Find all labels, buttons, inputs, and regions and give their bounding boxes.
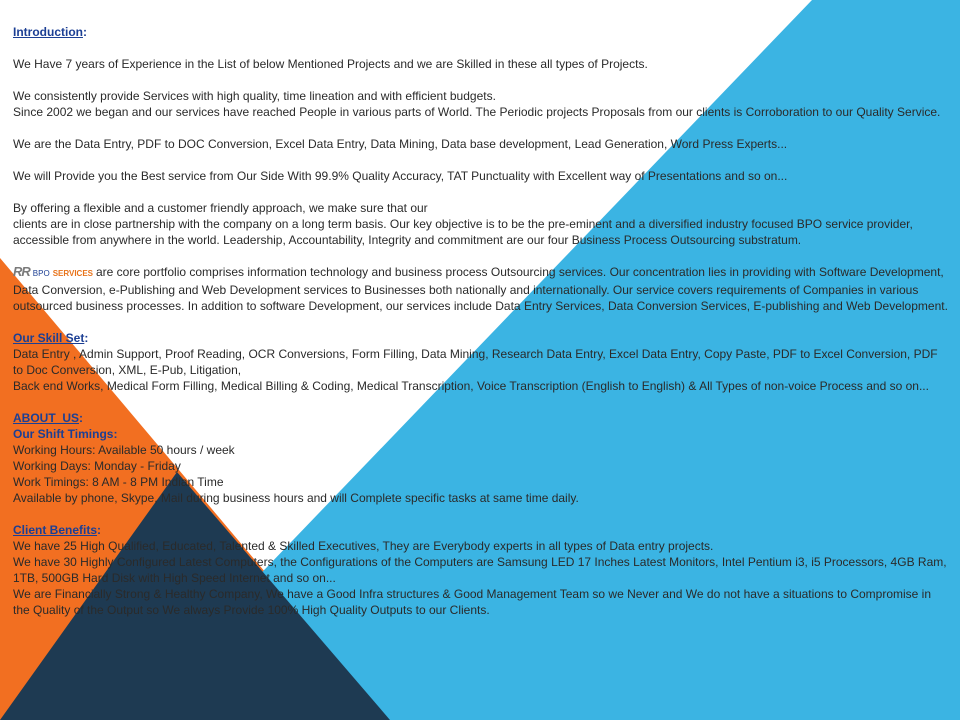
benefit-item: We have 25 High Qualified, Educated, Talented & Skilled Executives, They are Everybody experts in all types of Data entry projects. (13, 539, 714, 553)
benefit-item: We are Financially Strong & Healthy Company, We have a Good Infra structures & Good Management Team so we Never and We do not have a situations to Compromise in the Quality of the Output so We always Provide 100% High Quality Outputs to our Clients. (13, 587, 932, 617)
benefit-item: We have 30 Highly Configured Latest Computers, the Configurations of the Computers are Samsung LED 17 Inches Latest Monitors, Intel Pentium i3, i5 Processors, 4GB Ram, 1TB, 500GB Hard Disk with High Speed Internet and so on... (13, 555, 947, 585)
intro-paragraph: We Have 7 years of Experience in the List of below Mentioned Projects and we are Skilled in these all types of Projects. (13, 57, 648, 71)
intro-heading-line: Introduction: (13, 25, 87, 39)
work-timings: Work Timings: 8 AM - 8 PM Indian Time (13, 475, 224, 489)
intro-paragraph: By offering a flexible and a customer friendly approach, we make sure that our (13, 201, 428, 215)
portfolio-paragraph (13, 264, 948, 314)
benefits-heading-line: Client Benefits: (13, 523, 102, 537)
intro-paragraph: We are the Data Entry, PDF to DOC Conversion, Excel Data Entry, Data Mining, Data base development, Lead Generation, Word Press Experts... (13, 137, 788, 151)
skills-heading: Our Skill Set (13, 331, 85, 345)
about-heading-line: ABOUT_US: (13, 411, 84, 425)
intro-paragraph: We will Provide you the Best service from Our Side With 99.9% Quality Accuracy, TAT Punctuality with Excellent way of Presentations and so on... (13, 169, 788, 183)
availability: Available by phone, Skype, Mail during business hours and will Complete specific tasks at same time daily. (13, 491, 579, 505)
benefits-heading: Client Benefits (13, 523, 98, 537)
intro-paragraph: Since 2002 we began and our services have reached People in various parts of World. The Periodic projects Proposals from our clients is Corroboration to our Quality Service. (13, 105, 941, 119)
company-logo (13, 264, 96, 282)
shift-timings-heading: Our Shift Timings: (13, 427, 118, 441)
logo-bpo-text: BPO (32, 269, 50, 278)
skills-heading-line: Our Skill Set: (13, 331, 89, 345)
logo-services-text: SERVICES (52, 269, 93, 278)
about-heading: ABOUT_US (13, 411, 80, 425)
intro-heading: Introduction (13, 25, 83, 39)
document-body (13, 24, 948, 618)
skills-list: Data Entry , Admin Support, Proof Reading, OCR Conversions, Form Filling, Data Mining, Research Data Entry, Excel Data Entry, Copy Paste, PDF to Excel Conversion, PDF to Doc Conversion, XML, E-Pub, Litigation, (13, 347, 938, 377)
logo-rr-mark: RR (13, 264, 30, 279)
working-days: Working Days: Monday - Friday (13, 459, 181, 473)
working-hours: Working Hours: Available 50 hours / week (13, 443, 235, 457)
portfolio-text: are core portfolio comprises information technology and business process Outsourcing services. Our concentration lies in providing with Software Development, Data Conversion, e-Publishing and Web Development services to Businesses both nationally and internationally. Our service covers requirements of Companies in various outsourced business processes. In addition to software Development, our services include Data Entry Services, Data Conversion Services, E-publishing and Web Development. (13, 265, 948, 313)
skills-list: Back end Works, Medical Form Filling, Medical Billing & Coding, Medical Transcription, Voice Transcription (English to English) & All Types of non-voice Process and so on... (13, 379, 929, 393)
intro-paragraph: clients are in close partnership with the company on a long term basis. Our key objective is to be the pre-eminent and a diversified industry focused BPO service provider, accessible from anywhere in the world. Leadership, Accountability, Integrity and commitment are our four Business Process Outsourcing substratum. (13, 217, 913, 247)
intro-paragraph: We consistently provide Services with high quality, time lineation and with efficient budgets. (13, 89, 496, 103)
